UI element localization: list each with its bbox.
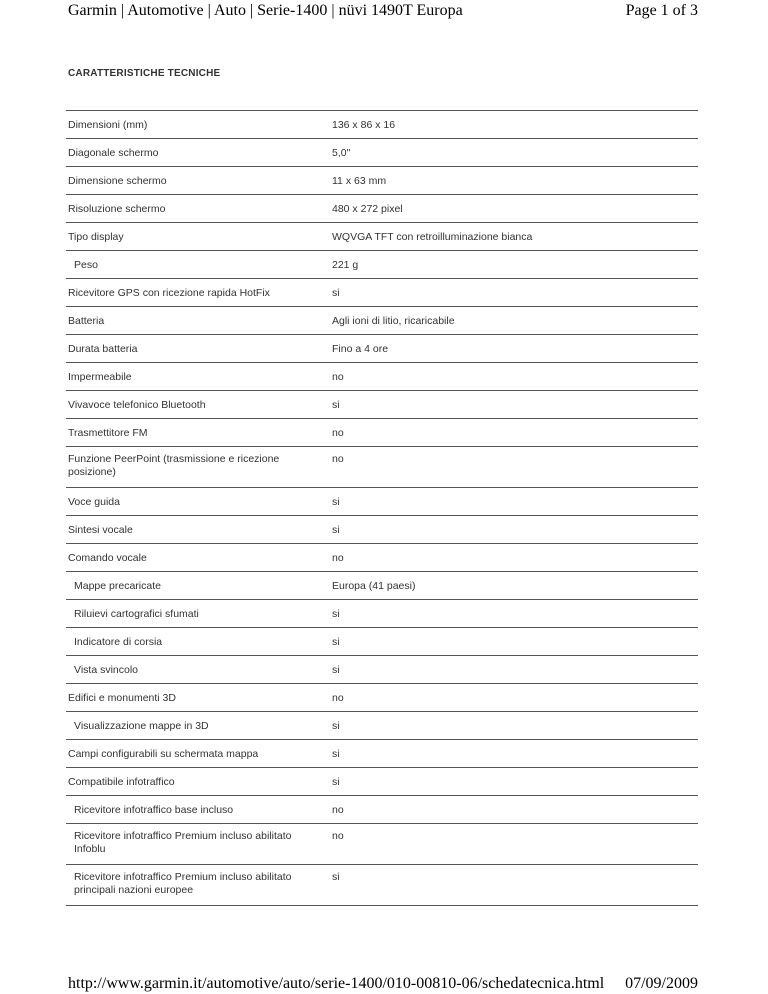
spec-label: Indicatore di corsia: [74, 636, 163, 648]
print-header-title: Garmin | Automotive | Auto | Serie-1400 | nüvi 1490T Europa: [68, 2, 463, 19]
print-header-page-number: Page 1 of 3: [625, 2, 698, 19]
spec-label: Ricevitore infotraffico Premium incluso abilitato principali nazioni europee: [74, 871, 292, 896]
spec-value: 5,0": [332, 147, 351, 159]
spec-row-dimensione-schermo: [66, 167, 698, 195]
spec-row-batteria: [66, 307, 698, 335]
spec-row-mappe-3d: [66, 712, 698, 740]
spec-row-campi-configurabili: [66, 740, 698, 768]
spec-label: Comando vocale: [68, 552, 147, 564]
spec-label: Risoluzione schermo: [68, 203, 166, 215]
spec-row-fm: [66, 419, 698, 447]
spec-value: si: [332, 287, 340, 299]
spec-value: no: [332, 692, 344, 704]
spec-value: no: [332, 552, 344, 564]
spec-label: Riluievi cartografici sfumati: [74, 608, 199, 620]
spec-row-peerpoint: [66, 447, 698, 488]
print-footer-url: http://www.garmin.it/automotive/auto/serie-1400/010-00810-06/schedatecnica.html: [68, 975, 605, 992]
print-footer-date: 07/09/2009: [625, 975, 698, 992]
spec-row-infotraffico-europa: [66, 865, 698, 906]
spec-label: Visualizzazione mappe in 3D: [74, 720, 209, 732]
spec-row-rilievi: [66, 600, 698, 628]
spec-row-risoluzione: [66, 195, 698, 223]
spec-value: no: [332, 453, 344, 465]
spec-label: Compatibile infotraffico: [68, 776, 175, 788]
spec-label: Vista svincolo: [74, 664, 139, 676]
spec-row-gps-hotfix: [66, 279, 698, 307]
spec-value: si: [332, 399, 340, 411]
spec-row-durata-batteria: [66, 335, 698, 363]
spec-label: Tipo display: [68, 231, 124, 243]
spec-value: Fino a 4 ore: [332, 343, 389, 355]
spec-row-tipo-display: [66, 223, 698, 251]
spec-value: no: [332, 804, 344, 816]
spec-value: si: [332, 664, 340, 676]
spec-value: Agli ioni di litio, ricaricabile: [332, 315, 455, 327]
spec-row-comando-vocale: [66, 544, 698, 572]
spec-value: si: [332, 748, 340, 760]
spec-value: si: [332, 496, 340, 508]
spec-label: Funzione PeerPoint (trasmissione e ricezione posizione): [68, 453, 280, 478]
spec-row-sintesi-vocale: [66, 516, 698, 544]
spec-label: Dimensioni (mm): [68, 119, 148, 131]
spec-value: Europa (41 paesi): [332, 580, 416, 592]
spec-label: Trasmettitore FM: [68, 427, 148, 439]
spec-label: Campi configurabili su schermata mappa: [68, 748, 259, 760]
spec-row-mappe-precaricate: [66, 572, 698, 600]
section-title: CARATTERISTICHE TECNICHE: [68, 68, 221, 79]
spec-label: Impermeabile: [68, 371, 132, 383]
spec-row-voce-guida: [66, 488, 698, 516]
spec-label: Voce guida: [68, 496, 120, 508]
spec-value: si: [332, 720, 340, 732]
spec-label: Durata batteria: [68, 343, 138, 355]
spec-label: Ricevitore GPS con ricezione rapida HotFix: [68, 287, 270, 299]
spec-row-peso: [66, 251, 698, 279]
spec-value: si: [332, 524, 340, 536]
spec-row-dimensioni: [66, 111, 698, 139]
spec-value: 11 x 63 mm: [332, 175, 387, 187]
spec-value: si: [332, 636, 340, 648]
spec-label: Vivavoce telefonico Bluetooth: [68, 399, 206, 411]
spec-label: Diagonale schermo: [68, 147, 159, 159]
spec-value: si: [332, 871, 340, 883]
spec-row-diagonale: [66, 139, 698, 167]
spec-value: 136 x 86 x 16: [332, 119, 396, 131]
spec-value: si: [332, 608, 340, 620]
spec-value: no: [332, 427, 344, 439]
spec-row-vista-svincolo: [66, 656, 698, 684]
spec-label: Peso: [74, 259, 98, 271]
spec-row-infotraffico-infoblu: [66, 824, 698, 865]
spec-row-edifici-3d: [66, 684, 698, 712]
spec-label: Ricevitore infotraffico base incluso: [74, 804, 234, 816]
spec-label: Dimensione schermo: [68, 175, 167, 187]
spec-value: si: [332, 776, 340, 788]
spec-row-infotraffico-base: [66, 796, 698, 824]
spec-value: WQVGA TFT con retroilluminazione bianca: [332, 231, 533, 243]
spec-label: Batteria: [68, 315, 105, 327]
spec-label: Ricevitore infotraffico Premium incluso abilitato Infoblu: [74, 830, 292, 855]
spec-label: Edifici e monumenti 3D: [68, 692, 176, 704]
spec-value: 221 g: [332, 259, 359, 271]
spec-row-bluetooth: [66, 391, 698, 419]
spec-value: no: [332, 830, 344, 842]
spec-row-impermeabile: [66, 363, 698, 391]
spec-table: [66, 110, 698, 906]
spec-label: Sintesi vocale: [68, 524, 133, 536]
spec-value: no: [332, 371, 344, 383]
spec-value: 480 x 272 pixel: [332, 203, 403, 215]
spec-row-indicatore-corsia: [66, 628, 698, 656]
spec-row-compatibile-infotraffico: [66, 768, 698, 796]
spec-label: Mappe precaricate: [74, 580, 161, 592]
